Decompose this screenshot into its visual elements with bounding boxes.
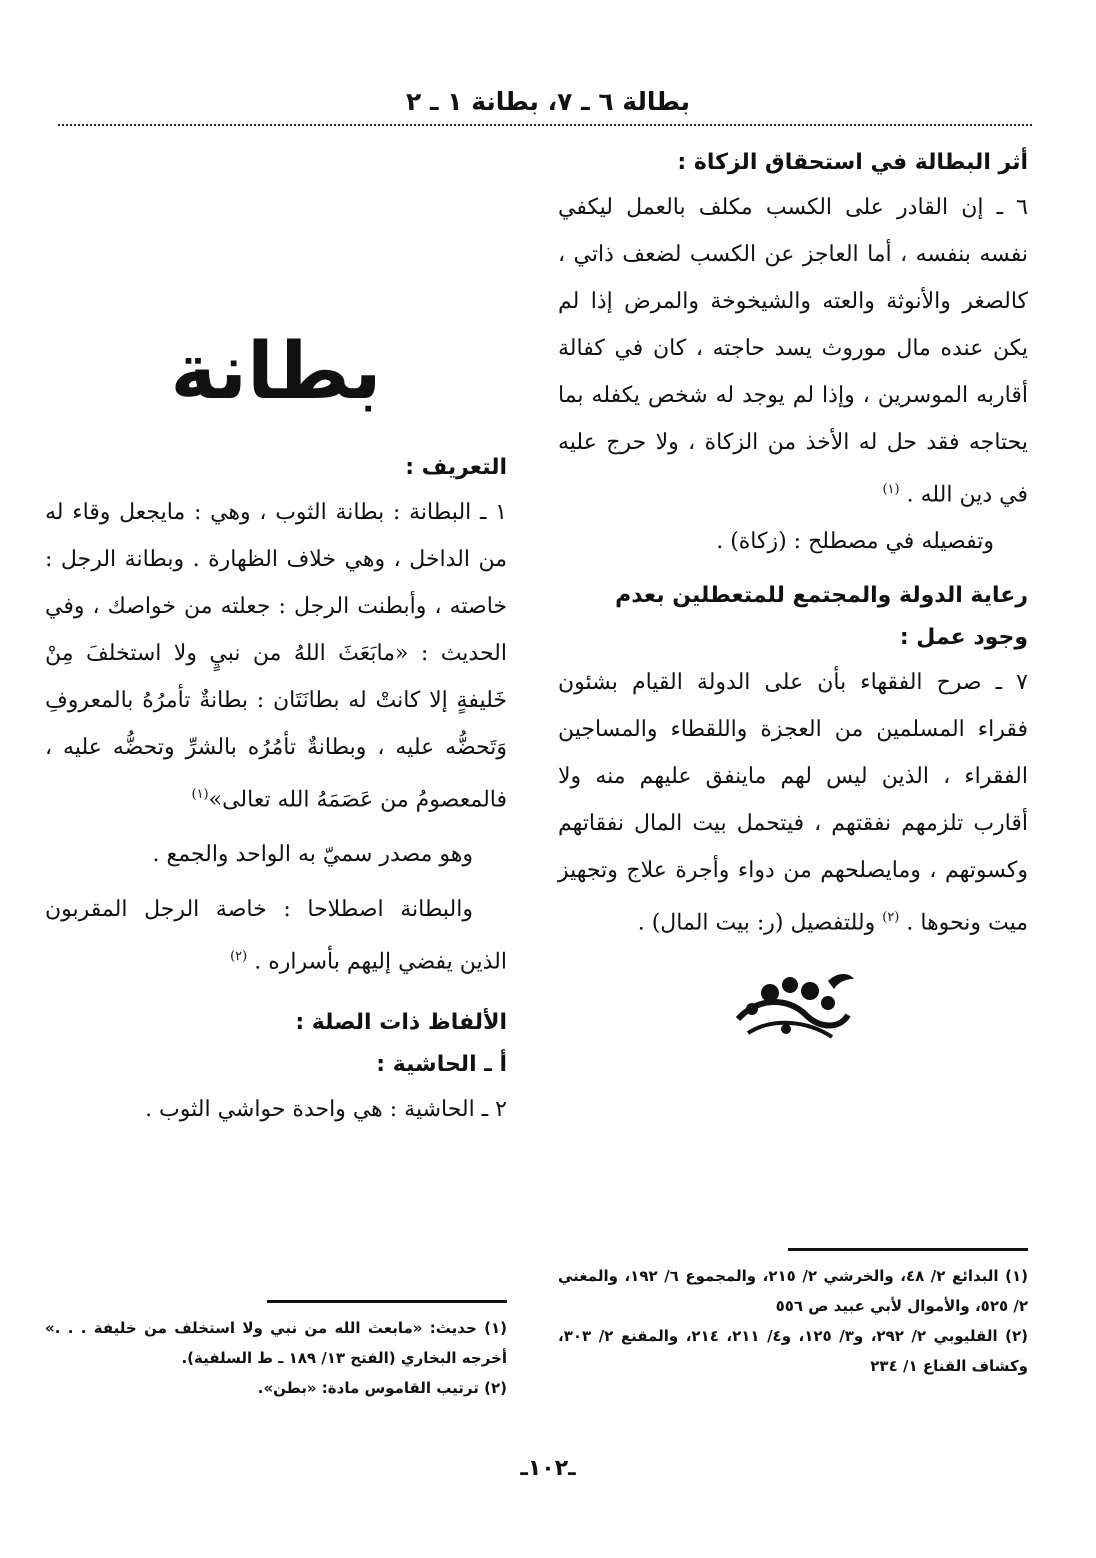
paragraph-7 xyxy=(558,659,1028,946)
paragraph-6 xyxy=(558,184,1028,518)
paragraph-7-text: ٧ ـ صرح الفقهاء بأن على الدولة القيام بشئون فقراء المسلمين من العجزة واللقطاء والمساجين الفقراء ، الذين ليس لهم ماينفق عليهم منه ولا أقارب تلزمهم نفقتهم ، فيتحمل بيت المال نفقاتهم وكسوتهم ، ومايصلحهم من دواء وأجرة علاج وتجهيز ميت ونحوها . xyxy=(558,670,1028,936)
paragraph-2: ٢ ـ الحاشية : هي واحدة حواشي الثوب . xyxy=(145,1096,507,1122)
paragraph-7-tail: وللتفصيل (ر: بيت المال) . xyxy=(637,910,876,936)
footnote-ref: (٢) xyxy=(882,910,900,926)
heading-related-terms: الألفاظ ذات الصلة : xyxy=(295,1009,507,1035)
paragraph-1 xyxy=(45,489,507,823)
footnote-ref: (٢) xyxy=(230,949,248,965)
footnote-ref: (١) xyxy=(882,482,900,497)
footnote-rule xyxy=(267,1300,507,1303)
footnote-rule xyxy=(788,1248,1028,1251)
footnote-left-1: (١) حديث: «مابعث الله من نبي ولا استخلف من خليفة . . .» أخرجه البخاري (الفتح ١٣/ ١٨٩ ـ ط السلفية). xyxy=(45,1319,507,1367)
entry-title: بطانة xyxy=(170,327,382,417)
paragraph-6-text: ٦ ـ إن القادر على الكسب مكلف بالعمل ليكفي نفسه بنفسه ، أما العاجز عن الكسب لضعف ذاتي ، كالصغر والأنوثة والعته والشيخوخة والمرض إذا لم يكن عنده مال موروث يسد حاجته ، كان في كفالة أقاربه الموسرين ، وإذا لم يوجد له شخص يكفله بما يحتاجه فقد حل له الأخذ من الزكاة ، ولا حرج عليه في دين الله . xyxy=(558,195,1028,508)
paragraph-source: وهو مصدر سميّ به الواحد والجمع . xyxy=(152,842,473,868)
subheading-hashiya: أ ـ الحاشية : xyxy=(376,1051,507,1077)
footnote-ref: (١) xyxy=(191,787,209,802)
footnotes-right xyxy=(558,1248,1028,1381)
footnote-right-2: (٢) القليوبي ٢/ ٢٩٢، و٣/ ١٢٥، و٤/ ٢١١، ٢١٤، والمقنع ٢/ ٣٠٣، وكشاف القناع ١/ ٢٣٤ xyxy=(558,1327,1028,1375)
right-column xyxy=(558,142,1028,1047)
left-column xyxy=(45,142,507,1133)
footnote-right-1: (١) البدائع ٢/ ٤٨، والخرشي ٢/ ٢١٥، والمجموع ٦/ ١٩٢، والمغني ٢/ ٥٢٥، والأموال لأبي عبيد ص ٥٥٦ xyxy=(558,1267,1028,1315)
heading-definition: التعريف : xyxy=(405,455,507,480)
paragraph-term-text: والبطانة اصطلاحا : خاصة الرجل المقربون الذين يفضي إليهم بأسراره . xyxy=(45,897,507,975)
heading-zakat-eligibility: أثر البطالة في استحقاق الزكاة : xyxy=(677,150,1028,175)
floral-ornament-icon xyxy=(728,967,858,1047)
running-header: بطالة ٦ ـ ٧، بطانة ١ ـ ٢ xyxy=(406,87,690,116)
paragraph-term xyxy=(45,886,507,985)
header-dotted-rule xyxy=(58,124,1032,126)
heading-state-care: رعاية الدولة والمجتمع للمتعطلين بعدم وجود عمل : xyxy=(615,583,1028,651)
paragraph-1-text: ١ ـ البطانة : بطانة الثوب ، وهي : مايجعل وقاء له من الداخل ، وهي خلاف الظهارة . وبطانة الرجل : خاصته ، وأبطنت الرجل : جعلته من خواصك ، وفي الحديث : «مابَعَثَ اللهُ من نبيٍ ولا استخلفَ مِنْ خَليفةٍ إلا كانتْ له بطانَتَان : بطانةٌ تأمرُهُ بالمعروفِ وَتَحضُّه عليه ، وبطانةٌ تأمُرُه بالشرِّ وتحضُّه عليه ، فالمعصومُ من عَصَمَهُ الله تعالى» xyxy=(45,500,507,813)
footnotes-left xyxy=(45,1300,507,1403)
paragraph-6-detail: وتفصيله في مصطلح : (زكاة) . xyxy=(716,529,994,555)
page-number: ـ١٠٢ـ xyxy=(520,1456,576,1481)
footnote-left-2: (٢) ترتيب القاموس مادة: «بطن». xyxy=(257,1379,507,1397)
